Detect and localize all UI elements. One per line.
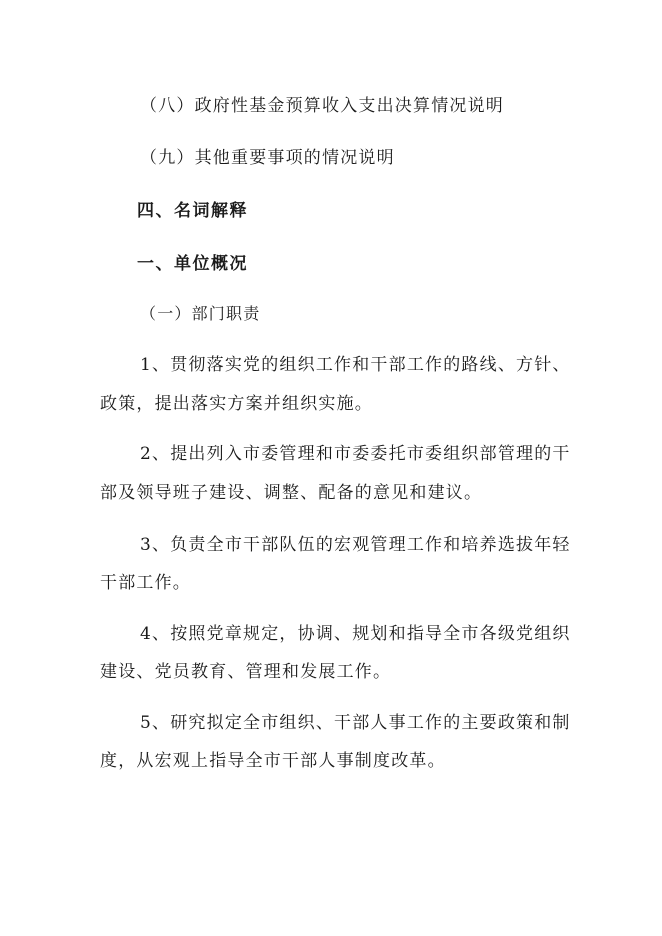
duty-4-line-2: 建设、党员教育、管理和发展工作。	[100, 662, 392, 682]
duty-2-line-2: 部及领导班子建设、调整、配备的意见和建议。	[100, 483, 483, 503]
duties-subheading: （一）部门职责	[140, 304, 261, 323]
duty-1-line-2: 政策，提出落实方案并组织实施。	[100, 394, 373, 414]
duty-2-line-1: 2、提出列入市委管理和市委委托市委组织部管理的干	[140, 444, 571, 464]
overview-heading: 一、单位概况	[137, 254, 248, 274]
toc-item-8: （八）政府性基金预算收入支出决算情况说明	[140, 96, 504, 116]
toc-item-9: （九）其他重要事项的情况说明	[140, 148, 395, 168]
duty-1-line-1: 1、贯彻落实党的组织工作和干部工作的路线、方针、	[140, 355, 571, 375]
duty-3-line-2: 干部工作。	[100, 573, 191, 593]
duty-4-line-1: 4、按照党章规定，协调、规划和指导全市各级党组织	[140, 624, 571, 644]
duty-5-line-2: 度，从宏观上指导全市干部人事制度改革。	[100, 751, 446, 771]
glossary-heading: 四、名词解释	[137, 201, 248, 221]
duty-3-line-1: 3、负责全市干部队伍的宏观管理工作和培养选拔年轻	[140, 535, 571, 555]
duty-5-line-1: 5、研究拟定全市组织、干部人事工作的主要政策和制	[140, 713, 571, 733]
